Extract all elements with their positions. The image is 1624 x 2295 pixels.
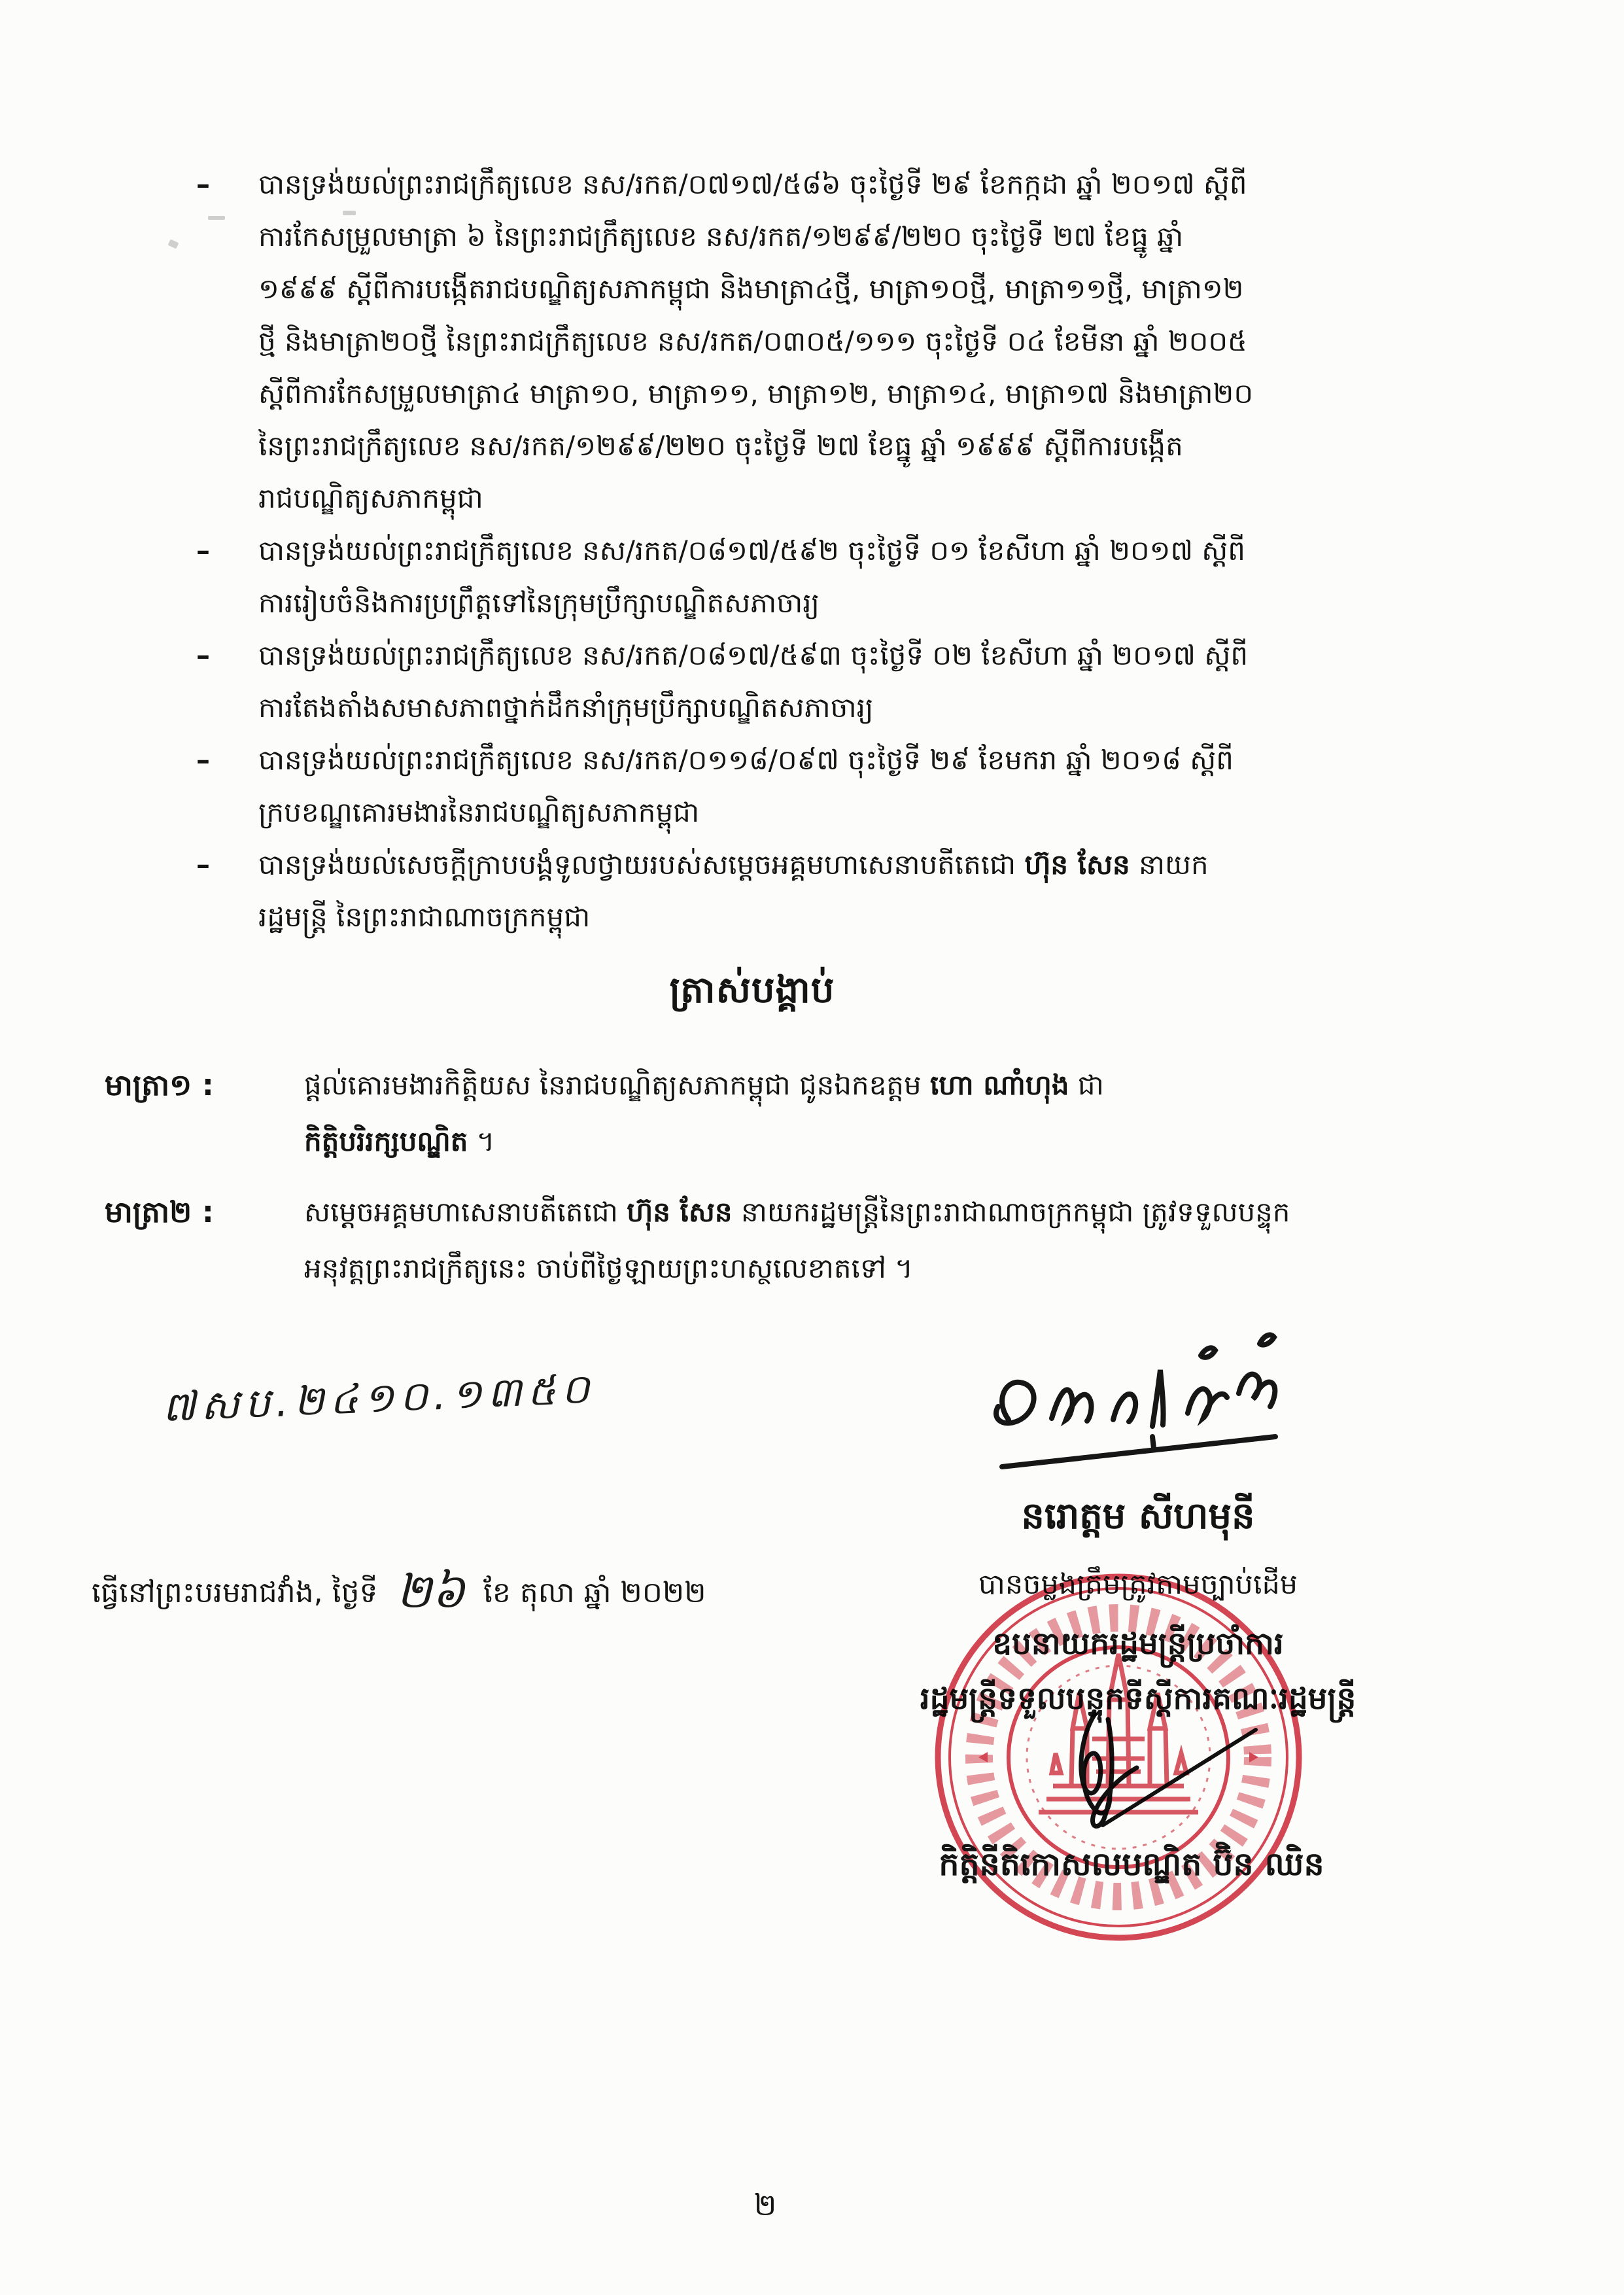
bullet-dash: – [196,639,210,671]
handwritten-day: ២៦ [396,1564,465,1619]
order-heading: ត្រាស់បង្គាប់ [669,969,835,1011]
place-date-prefix: ធ្វើនៅព្រះបរមរាជវាំង, ថ្ងៃទី [92,1576,378,1609]
text-line: – បានទ្រង់យល់ព្រះរាជក្រឹត្យលេខ នស/រកត/០៧១៧/៥៨៦ ចុះថ្ងៃទី ២៩ ខែកក្កដា ឆ្នាំ ២០១៧ ស្តីពី [258,158,1504,211]
bullet-dash: – [196,168,210,200]
place-date-line [92,1564,706,1619]
text-line: រដ្ឋមន្ត្រី នៃព្រះរាជាណាចក្រកម្ពុជា [258,901,591,933]
text-line: ក្របខណ្ឌគោរមងារនៃរាជបណ្ឌិត្យសភាកម្ពុជា [258,796,700,828]
certified-copy-line: បានចម្លងត្រឹមត្រូវតាមច្បាប់ដើម [978,1568,1298,1601]
text-line: កិត្តិបរិរក្សបណ្ឌិត ។ [304,1125,495,1157]
text-line: ស្តីពីការកែសម្រួលមាត្រា៤ មាត្រា១០, មាត្រា១១, មាត្រា១២, មាត្រា១៤, មាត្រា១៧ និងមាត្រា២០ [258,377,1254,410]
article-1-label: មាត្រា១ : [105,1068,214,1102]
text-line: នៃព្រះរាជក្រឹត្យលេខ នស/រកត/១២៩៩/២២០ ចុះថ្ងៃទី ២៧ ខែធ្នូ ឆ្នាំ ១៩៩៩ ស្តីពីការបង្កើត [258,430,1183,462]
article-1-text [304,1057,1517,1170]
minister-title-line-1: ឧបនាយករដ្ឋមន្ត្រីប្រចាំការ [992,1626,1284,1662]
text-line: ១៩៩៩ ស្តីពីការបង្កើតរាជបណ្ឌិត្យសភាកម្ពុជា និងមាត្រា៤ថ្មី, មាត្រា១០ថ្មី, មាត្រា១១ថ្មី, មាត្រា១២ [258,273,1244,305]
king-name: នរោត្តម សីហមុនី [1021,1495,1255,1537]
bullet-dash: – [196,744,210,776]
text-line: សម្តេចអគ្គមហាសេនាបតីតេជោ ហ៊ុន សែន នាយករដ្ឋមន្ត្រីនៃព្រះរាជាណាចក្រកម្ពុជា ត្រូវទទួលបន្ទុក [304,1196,1290,1228]
preamble-bullet-list [196,158,1504,943]
bullet-dash: – [196,849,210,881]
text-line: – បានទ្រង់យល់ព្រះរាជក្រឹត្យលេខ នស/រកត/០៨១៧/៥៩៣ ចុះថ្ងៃទី ០២ ខែសីហា ឆ្នាំ ២០១៧ ស្តីពី [258,629,1504,682]
text-line: ផ្តល់គោរមងារកិត្តិយស នៃរាជបណ្ឌិត្យសភាកម្ពុជា ជូនឯកឧត្តម ហោ ណាំហុង ជា [304,1069,1104,1101]
signer-signature-ink [1040,1700,1275,1857]
text-line: ការកែសម្រួលមាត្រា ៦ នៃព្រះរាជក្រឹត្យលេខ នស/រកត/១២៩៩/២២០ ចុះថ្ងៃទី ២៧ ខែធ្នូ ឆ្នាំ [258,220,1184,253]
minister-title-line-2: រដ្ឋមន្ត្រីទទួលបន្ទុកទីស្តីការគណៈរដ្ឋមន្ត្រី [920,1681,1356,1717]
text-line: ការតែងតាំងសមាសភាពថ្នាក់ដឹកនាំក្រុមប្រឹក្សាបណ្ឌិតសភាចារ្យ [258,692,874,724]
text-line: – បានទ្រង់យល់សេចក្តីក្រាបបង្គំទូលថ្វាយរបស់សម្តេចអគ្គមហាសេនាបតីតេជោ ហ៊ុន សែន នាយក [258,839,1504,891]
article-2-text [304,1184,1517,1297]
text-line: ថ្មី និងមាត្រា២០ថ្មី នៃព្រះរាជក្រឹត្យលេខ នស/រកត/០៣០៥/១១១ ចុះថ្ងៃទី ០៤ ខែមីនា ឆ្នាំ ២០០៥ [258,325,1247,357]
text-line: – បានទ្រង់យល់ព្រះរាជក្រឹត្យលេខ នស/រកត/០៨១៧/៥៩២ ចុះថ្ងៃទី ០១ ខែសីហា ឆ្នាំ ២០១៧ ស្តីពី [258,525,1504,577]
scan-artifact [208,216,225,220]
text-line: ការរៀបចំនិងការប្រព្រឹត្តទៅនៃក្រុមប្រឹក្សាបណ្ឌិតសភាចារ្យ [258,587,820,619]
handwritten-reference-number: ៧សប.២៤១០.១៣៥០ [161,1364,596,1431]
text-line: អនុវត្តព្រះរាជក្រឹត្យនេះ ចាប់ពីថ្ងៃឡាយព្រះហស្ថលេខាតទៅ ។ [304,1252,913,1284]
scan-artifact [168,239,179,249]
place-date-suffix: ខែ តុលា ឆ្នាំ ២០២២ [483,1576,706,1609]
text-line: រាជបណ្ឌិត្យសភាកម្ពុជា [258,482,483,514]
page-number: ២ [753,2187,777,2222]
text-line: – បានទ្រង់យល់ព្រះរាជក្រឹត្យលេខ នស/រកត/០១១៨/០៩៧ ចុះថ្ងៃទី ២៩ ខែមករា ឆ្នាំ ២០១៨ ស្តីពី [258,734,1504,786]
signer-name: កិត្តិនីតិកោសលបណ្ឌិត ប៊ិន ឈិន [939,1846,1324,1883]
bullet-dash: – [196,534,210,567]
article-2-label: មាត្រា២ : [105,1195,214,1229]
royal-signature-ink [968,1315,1308,1485]
